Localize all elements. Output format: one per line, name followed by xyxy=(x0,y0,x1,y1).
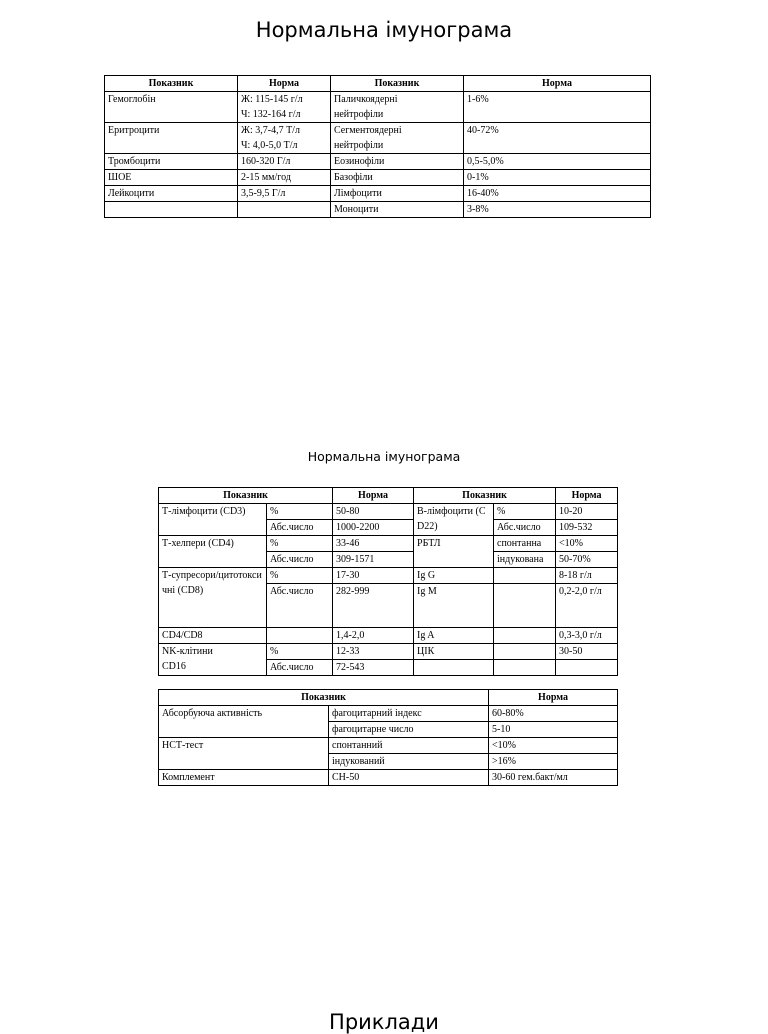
table-cell: Абс.число xyxy=(267,520,333,536)
table-cell: В-лімфоцити (CD22) xyxy=(414,504,494,536)
table-row xyxy=(105,92,651,123)
table-cell: <10% xyxy=(489,738,618,754)
blood-norms-table xyxy=(104,75,651,218)
section-title: Нормальна імунограма xyxy=(307,449,461,464)
header-indicator: Показник xyxy=(105,76,238,92)
table-cell: % xyxy=(267,536,333,552)
page-title: Нормальна імунограма xyxy=(255,18,513,42)
table-cell: фагоцитарний індекс xyxy=(329,706,489,722)
table-cell: Сегментоядерні нейтрофіли xyxy=(331,123,464,154)
table-cell: % xyxy=(267,568,333,584)
table-cell: 60-80% xyxy=(489,706,618,722)
table-cell: 1,4-2,0 xyxy=(333,628,414,644)
table-cell: 10-20 xyxy=(556,504,618,520)
table-cell: 3-8% xyxy=(464,202,651,218)
table-cell: спонтанний xyxy=(329,738,489,754)
table-cell: Абс.число xyxy=(267,660,333,676)
table-cell xyxy=(494,568,556,584)
table-cell: 12-33 xyxy=(333,644,414,660)
table-cell: НСТ-тест xyxy=(159,738,329,770)
table-cell: 1000-2200 xyxy=(333,520,414,536)
table-row xyxy=(159,644,618,660)
table-cell: індукований xyxy=(329,754,489,770)
table-cell: 0-1% xyxy=(464,170,651,186)
table-cell: спонтанна xyxy=(494,536,556,552)
header-norm: Норма xyxy=(464,76,651,92)
table-cell xyxy=(105,202,238,218)
table-cell: фагоцитарне число xyxy=(329,722,489,738)
table-cell: >16% xyxy=(489,754,618,770)
table-cell: 309-1571 xyxy=(333,552,414,568)
table-cell: 16-40% xyxy=(464,186,651,202)
table-cell: Абсорбуюча активність xyxy=(159,706,329,738)
table-cell: 0,2-2,0 г/л xyxy=(556,584,618,628)
table-header-row xyxy=(159,488,618,504)
table-row xyxy=(105,154,651,170)
table-cell: Лейкоцити xyxy=(105,186,238,202)
table-cell: Ig A xyxy=(414,628,494,644)
table-cell: Моноцити xyxy=(331,202,464,218)
table-row xyxy=(159,706,618,722)
table-cell xyxy=(494,660,556,676)
table-cell: 33-46 xyxy=(333,536,414,552)
table-cell: Ig G xyxy=(414,568,494,584)
table-row xyxy=(105,170,651,186)
table-cell: 0,3-3,0 г/л xyxy=(556,628,618,644)
table-cell: Т-супресори/цитотоксичні (CD8) xyxy=(159,568,267,628)
table-cell: Т-лімфоцити (CD3) xyxy=(159,504,267,536)
header-indicator: Показник xyxy=(159,488,333,504)
table-cell: 40-72% xyxy=(464,123,651,154)
table-row xyxy=(159,504,618,520)
table-cell: % xyxy=(494,504,556,520)
table-cell: Еритроцити xyxy=(105,123,238,154)
table-cell: CD4/CD8 xyxy=(159,628,267,644)
table-row xyxy=(105,123,651,154)
immunogram-table xyxy=(158,487,618,676)
table-cell: 72-543 xyxy=(333,660,414,676)
table-cell: 3,5-9,5 Г/л xyxy=(238,186,331,202)
table-cell: <10% xyxy=(556,536,618,552)
table-cell: Еозинофіли xyxy=(331,154,464,170)
table-cell: Гемоглобін xyxy=(105,92,238,123)
table-header-row xyxy=(159,690,618,706)
table-cell: 0,5-5,0% xyxy=(464,154,651,170)
header-norm: Норма xyxy=(556,488,618,504)
header-norm: Норма xyxy=(489,690,618,706)
table-cell: 109-532 xyxy=(556,520,618,536)
table-cell: 50-70% xyxy=(556,552,618,568)
table-cell: 5-10 xyxy=(489,722,618,738)
table-cell: 160-320 Г/л xyxy=(238,154,331,170)
table-cell: % xyxy=(267,504,333,520)
table-cell: Комплемент xyxy=(159,770,329,786)
table-cell: Абс.число xyxy=(267,584,333,628)
table-cell: Тромбоцити xyxy=(105,154,238,170)
table-row xyxy=(159,770,618,786)
table-cell: NK-клітини CD16 xyxy=(159,644,267,676)
table-header-row xyxy=(105,76,651,92)
header-indicator: Показник xyxy=(414,488,556,504)
header-norm: Норма xyxy=(238,76,331,92)
table-cell xyxy=(494,644,556,660)
header-norm: Норма xyxy=(333,488,414,504)
table-row xyxy=(159,536,618,552)
table-cell: Ig M xyxy=(414,584,494,628)
table-cell: ШОЕ xyxy=(105,170,238,186)
table-cell: 2-15 мм/год xyxy=(238,170,331,186)
header-indicator: Показник xyxy=(331,76,464,92)
table-cell xyxy=(494,628,556,644)
table-cell: Абс.число xyxy=(494,520,556,536)
table-cell xyxy=(556,660,618,676)
table-cell: Ж: 3,7-4,7 Т/л Ч: 4,0-5,0 Т/л xyxy=(238,123,331,154)
table-row xyxy=(159,738,618,754)
table-cell: 8-18 г/л xyxy=(556,568,618,584)
table-cell: Базофіли xyxy=(331,170,464,186)
table-cell: CH-50 xyxy=(329,770,489,786)
table-cell xyxy=(267,628,333,644)
table-cell: Лімфоцити xyxy=(331,186,464,202)
table-cell: Абс.число xyxy=(267,552,333,568)
table-cell: 1-6% xyxy=(464,92,651,123)
phagocytosis-table xyxy=(158,689,618,786)
table-cell: Т-хелпери (CD4) xyxy=(159,536,267,568)
table-cell: Ж: 115-145 г/л Ч: 132-164 г/л xyxy=(238,92,331,123)
table-cell: 30-60 гем.бакт/мл xyxy=(489,770,618,786)
table-cell: індукована xyxy=(494,552,556,568)
table-row xyxy=(105,186,651,202)
table-row xyxy=(159,568,618,584)
next-page-title: Приклади xyxy=(329,1010,439,1034)
table-cell: % xyxy=(267,644,333,660)
table-cell: 282-999 xyxy=(333,584,414,628)
table-cell: 30-50 xyxy=(556,644,618,660)
table-cell: ЦІК xyxy=(414,644,494,660)
table-row xyxy=(105,202,651,218)
table-cell: РБТЛ xyxy=(414,536,494,568)
table-cell: Паличкоядерні нейтрофіли xyxy=(331,92,464,123)
table-row xyxy=(159,628,618,644)
table-cell xyxy=(238,202,331,218)
table-cell: 50-80 xyxy=(333,504,414,520)
table-cell: 17-30 xyxy=(333,568,414,584)
table-cell xyxy=(414,660,494,676)
table-cell xyxy=(494,584,556,628)
header-indicator: Показник xyxy=(159,690,489,706)
